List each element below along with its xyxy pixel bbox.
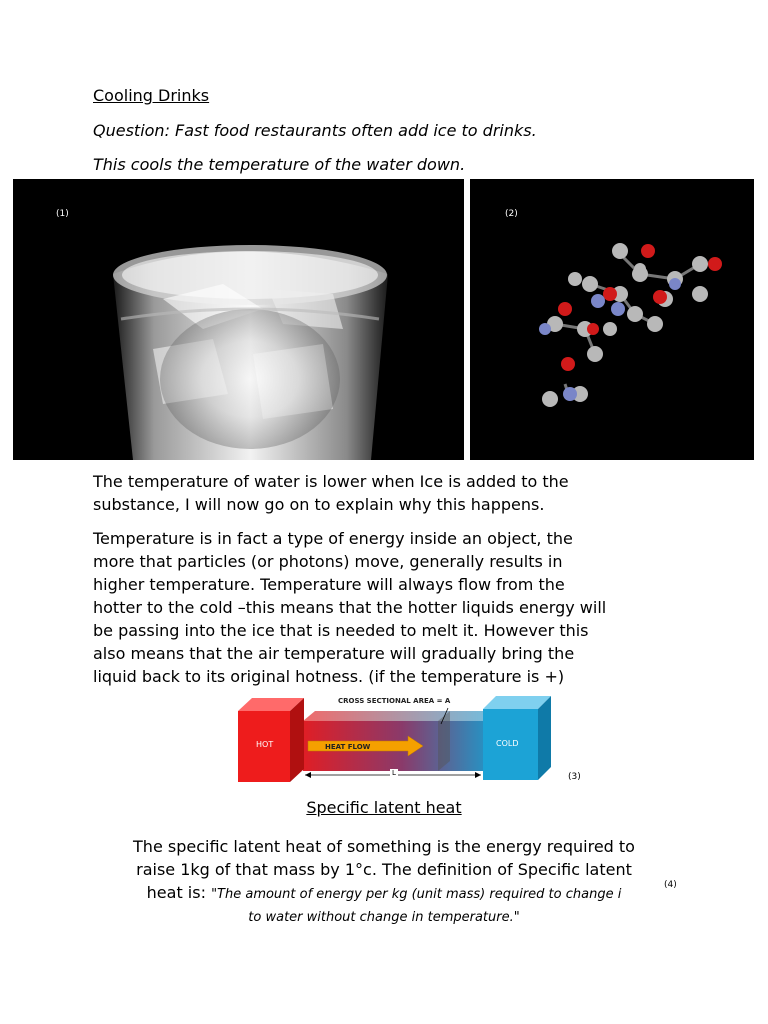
figure-4-label: (4) bbox=[664, 880, 677, 890]
definition-line bbox=[93, 881, 675, 906]
definition-prefix: heat is: bbox=[146, 883, 212, 902]
paragraph-intro-line: substance, I will now go on to explain why this happens. bbox=[93, 495, 545, 514]
cold-label: COLD bbox=[496, 739, 519, 748]
length-label: L bbox=[392, 769, 396, 777]
definition-line: raise 1kg of that mass by 1°c. The definition of Specific latent bbox=[136, 860, 632, 879]
section-title-text: Specific latent heat bbox=[306, 798, 462, 817]
figure-2-label: (2) bbox=[505, 209, 518, 219]
paragraph-temperature-line: Temperature is in fact a type of energy inside an object, the bbox=[93, 529, 573, 548]
figure-1-label: (1) bbox=[56, 209, 69, 219]
definition-line: The specific latent heat of something is the energy required to bbox=[133, 837, 635, 856]
page-heading: Cooling Drinks bbox=[93, 86, 210, 105]
area-label: CROSS SECTIONAL AREA = A bbox=[338, 697, 451, 705]
paragraph-temperature-line: hotter to the cold –this means that the hotter liquids energy will bbox=[93, 598, 607, 617]
paragraph-temperature-line: be passing into the ice that is needed to melt it. However this bbox=[93, 621, 589, 640]
paragraph-intro-line: The temperature of water is lower when Ice is added to the bbox=[93, 472, 569, 491]
paragraph-temperature-line: also means that the air temperature will gradually bring the bbox=[93, 644, 575, 663]
molecule-photo bbox=[470, 179, 754, 460]
paragraph-intro bbox=[93, 470, 693, 516]
heat-flow-diagram bbox=[233, 691, 563, 791]
ice-glass-photo bbox=[13, 179, 464, 460]
definition-quote-end-text: to water without change in temperature." bbox=[248, 910, 520, 925]
definition-paragraph bbox=[93, 835, 675, 929]
hot-label: HOT bbox=[256, 740, 274, 749]
question-line-1: Question: Fast food restaurants often add ice to drinks. bbox=[93, 121, 537, 140]
ice-glass-illustration bbox=[13, 179, 464, 460]
heat-flow-label: HEAT FLOW bbox=[325, 743, 371, 751]
molecule-illustration bbox=[470, 179, 754, 460]
paragraph-temperature bbox=[93, 527, 693, 688]
paragraph-temperature-line: more that particles (or photons) move, generally results in bbox=[93, 552, 563, 571]
section-title bbox=[0, 798, 768, 817]
definition-quote-start: "The amount of energy per kg (unit mass) required to change i bbox=[211, 887, 622, 902]
question-line-2: This cools the temperature of the water down. bbox=[93, 155, 466, 174]
definition-quote-end bbox=[93, 906, 675, 929]
paragraph-temperature-line: liquid back to its original hotness. (if the temperature is +) bbox=[93, 667, 565, 686]
paragraph-temperature-line: higher temperature. Temperature will always flow from the bbox=[93, 575, 565, 594]
figure-3-label: (3) bbox=[568, 772, 581, 782]
